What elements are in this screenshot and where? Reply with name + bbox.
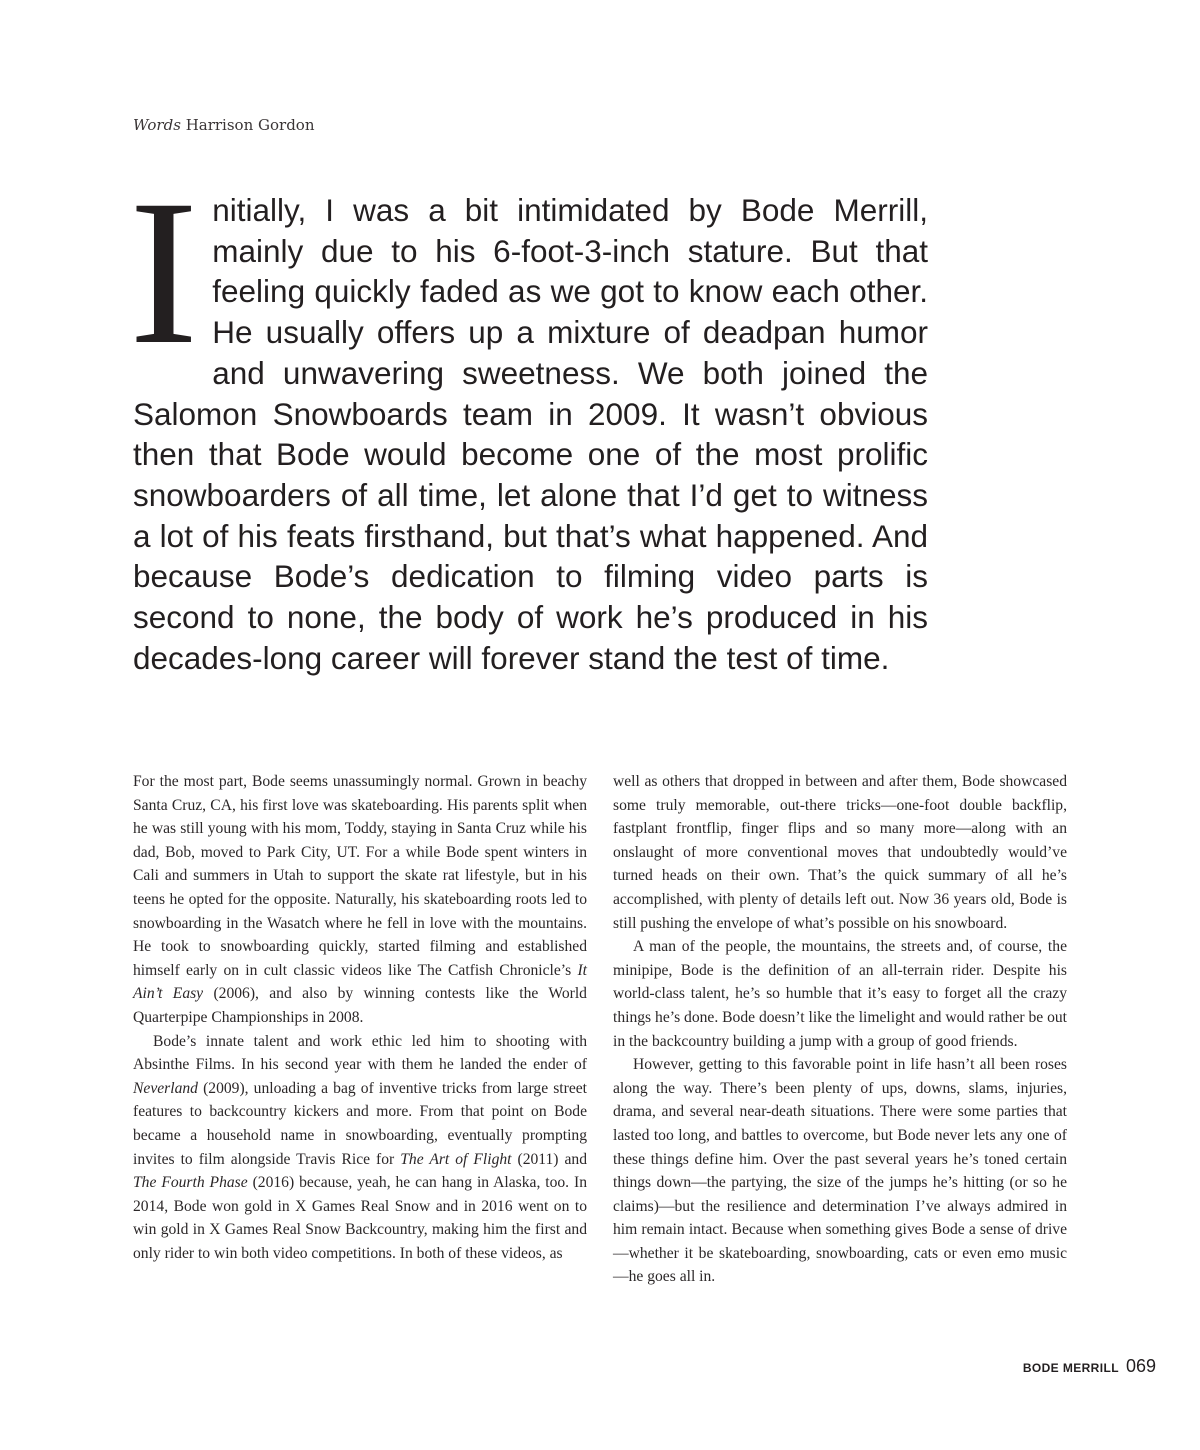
byline-lead: Words bbox=[133, 116, 181, 134]
p2-text-b: (2009), unloading a bag of inventive tricks from large street features to backcountry kickers and more. From that point on Bode became a household name in snowboarding, eventually prompting invites to film alongside Travis Rice for bbox=[133, 1079, 587, 1168]
body-paragraph-3: A man of the people, the mountains, the streets and, of course, the minipipe, Bode is the definition of an all-terrain rider. Despite his world-class talent, he’s so humble that it’s easy to forget all the crazy things he’s done. Bode doesn’t like the limelight and would rather be out in the backcountry building a jump with a group of good friends. bbox=[613, 938, 1068, 1050]
intro-text: nitially, I was a bit intimidated by Bode Merrill, mainly due to his 6-foot-3-inch stature. But that feeling quickly faded as we got to know each other. He usually offers up a mixture of deadpan humor and unwavering sweetness. We both joined the Salomon Snowboards team in 2009. It wasn’t obvious then that Bode would become one of the most prolific snowboarders of all time, let alone that I’d get to witness a lot of his feats firsthand, but that’s what happened. And because Bode’s dedication to filming video parts is second to none, the body of work he’s produced in his decades-long career will forever stand the test of time. bbox=[133, 192, 928, 676]
p1-title-it-aint-easy: It Ain’t Easy bbox=[133, 961, 587, 1003]
p1-text-b: (2006), and also by winning contests like the World Quarterpipe Championships in 2008. bbox=[133, 985, 587, 1026]
footer-section-title: BODE MERRILL bbox=[1022, 1361, 1119, 1375]
p2-title-fourth-phase: The Fourth Phase bbox=[133, 1174, 248, 1192]
p2-title-neverland: Neverland bbox=[133, 1079, 198, 1097]
p2-text-c: (2011) and bbox=[511, 1150, 588, 1168]
page-number: 069 bbox=[1125, 1356, 1156, 1376]
p2-title-art-of-flight: The Art of Flight bbox=[400, 1150, 512, 1168]
body-paragraph-4: However, getting to this favorable point in life hasn’t all been roses along the way. There’s been plenty of ups, downs, slams, injuries, drama, and several near-death situations. There were some parties that lasted too long, and battles to overcome, but Bode never lets any one of these things define him. Over the past several years he’s toned certain things down—the partying, the size of the jumps he’s hitting (or so he claims)—but the resilience and determination I’ve always admired in him remain intact. Because when something gives Bode a sense of drive—whether it be skateboarding, snowboarding, cats or even emo music—he goes all in. bbox=[613, 1056, 1067, 1286]
drop-cap: I bbox=[129, 157, 199, 387]
body-column-left bbox=[133, 770, 587, 1265]
body-paragraph-2-continued: well as others that dropped in between and after them, Bode showcased some truly memorable, out-there tricks—one-foot double backflip, fastplant frontflip, finger flips and so many more—along with an onslaught of more conventional moves that undoubtedly would’ve turned heads on their own. That’s the quick summary of all he’s accomplished, with plenty of details left out. Now 36 years old, Bode is still pushing the envelope of what’s possible on his snowboard. bbox=[613, 773, 1067, 932]
p1-text-a: For the most part, Bode seems unassumingly normal. Grown in beachy Santa Cruz, CA, his first love was skateboarding. His parents split when he was still young with his mom, Toddy, staying in Santa Cruz while his dad, Bob, moved to Park City, UT. For a while Bode spent winters in Cali and summers in Utah to support the skate rat lifestyle, but in his teens he opted for the opposite. Naturally, his skateboarding roots led to snowboarding in the Wasatch where he fell in love with the mountains. He took to snowboarding quickly, started filming and established himself early on in cult classic videos like The Catfish Chronicle’s bbox=[133, 773, 587, 979]
byline-author: Harrison Gordon bbox=[185, 116, 315, 134]
page-footer bbox=[1023, 1356, 1156, 1377]
body-column-right bbox=[613, 770, 1067, 1289]
p2-text-a: Bode’s innate talent and work ethic led him to shooting with Absinthe Films. In his second year with them he landed the ender of bbox=[133, 1032, 587, 1074]
body-paragraph-2 bbox=[133, 1030, 587, 1266]
p2-text-d: (2016) because, yeah, he can hang in Alaska, too. In 2014, Bode won gold in X Games Real Snow and in 2016 went on to win gold in X Games Real Snow Backcountry, making him the first and only rider to win both video competitions. In both of these videos, as bbox=[133, 1174, 587, 1262]
body-paragraph-1 bbox=[133, 770, 587, 1030]
byline bbox=[133, 116, 314, 134]
intro-paragraph bbox=[129, 157, 928, 678]
